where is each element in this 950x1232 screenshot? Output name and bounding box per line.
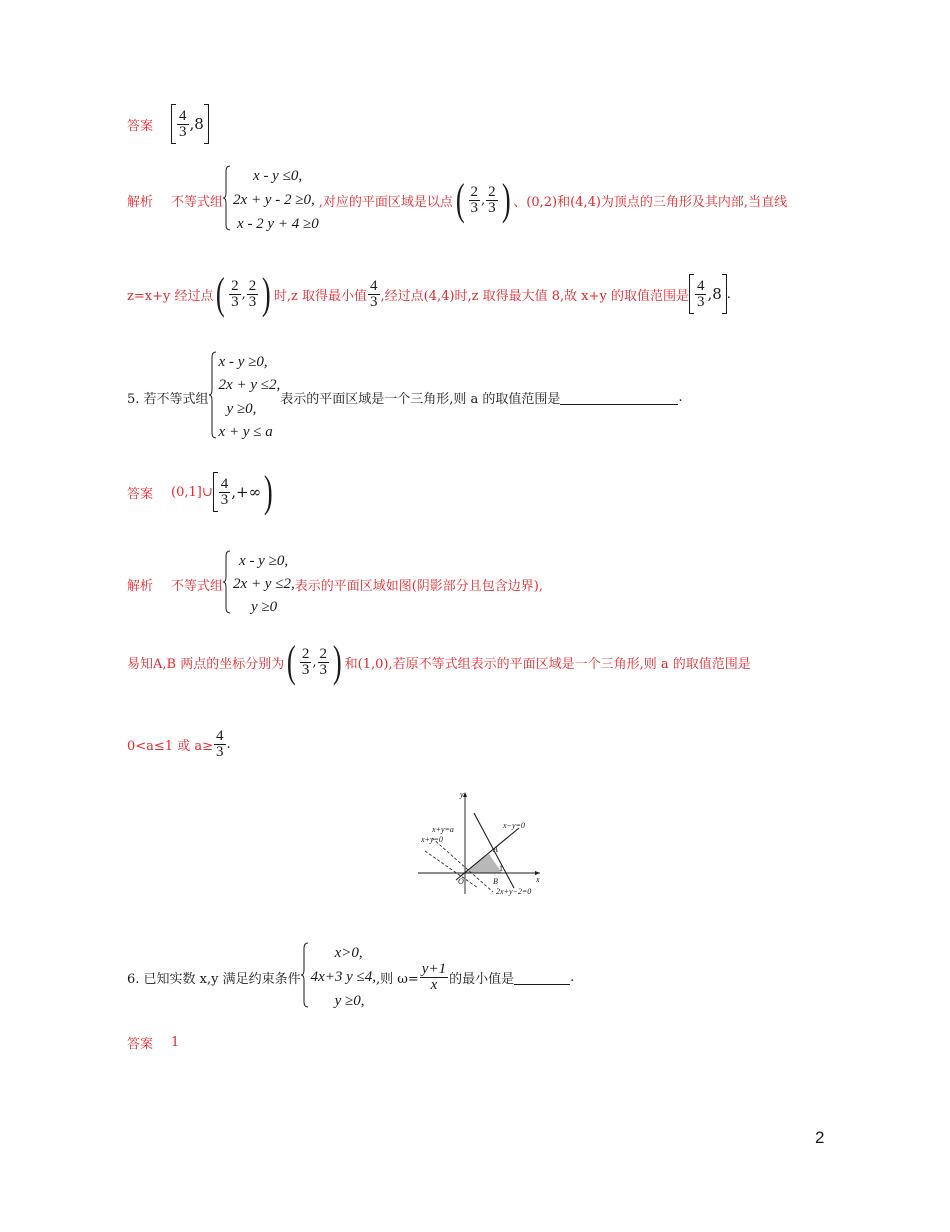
answer-blank — [514, 970, 570, 985]
inequality-system — [223, 165, 319, 235]
text: 、(0,2)和(4,4)为顶点的三角形及其内部,当直线 — [513, 194, 788, 210]
range-upper: ,8 — [189, 115, 204, 133]
text: (0,1]∪ — [171, 484, 213, 500]
answer-line-6 — [127, 1032, 179, 1052]
text: 表示的平面区域如图(阴影部分且包含边界), — [294, 578, 543, 594]
page-number: 2 — [815, 1128, 825, 1147]
line-label: x−y=0 — [503, 821, 525, 830]
text: z=x+y 经过点 — [127, 288, 214, 304]
text: ,经过点(4,4)时,z 取得最大值 8,故 x+y 的取值范围是 — [380, 288, 689, 304]
left-bracket — [171, 104, 176, 144]
point: ( $\frac{2}{3}$ , $\frac{2}{3}$ ) — [455, 175, 511, 224]
system-row: 2x + y - 2 ≥0, — [233, 192, 315, 208]
range: $\frac{4}{3}$ ,+∞ ) — [213, 470, 276, 514]
line-label: x+y=0 — [421, 835, 443, 844]
period: . — [226, 736, 231, 752]
fraction: $\frac{4}{3}$ — [216, 727, 224, 760]
y-label: y — [460, 790, 464, 799]
system-row: x + y ≤ a — [218, 423, 273, 440]
question-6 — [127, 944, 574, 1010]
analysis-line-1 — [127, 166, 787, 234]
answer-label: 答案 — [127, 118, 154, 134]
analysis-label: 解析 — [127, 578, 154, 594]
question-text: 6. 已知实数 x,y 满足约束条件 — [127, 971, 301, 987]
line-label: 2x+y−2=0 — [496, 887, 532, 896]
origin-label: O — [458, 877, 464, 886]
inequality-system — [223, 550, 295, 618]
point-b-label: B — [493, 877, 498, 886]
range: $\frac{4}{3}$ ,8 — [689, 274, 727, 314]
region-figure — [416, 788, 542, 896]
inequality-system — [301, 942, 376, 1012]
answer-label: 答案 — [127, 486, 154, 502]
system-row: 2x + y ≤2, — [233, 576, 295, 592]
answer-blank — [560, 390, 678, 405]
system-row: x - y ≥0, — [218, 354, 268, 370]
tick-one-label: 1 — [499, 864, 503, 873]
question-text: 的最小值是 — [449, 971, 515, 987]
question-5 — [127, 352, 683, 442]
text: ,对应的平面区域是以点 — [318, 194, 453, 210]
answer-range — [171, 104, 209, 144]
text: 和(1,0),若原不等式组表示的平面区域是一个三角形,则 a 的取值范围是 — [344, 656, 751, 672]
period: . — [726, 286, 731, 302]
shaded-region — [463, 854, 502, 873]
right-bracket — [204, 104, 209, 144]
answer-label: 答案 — [127, 1036, 154, 1052]
system-row: y ≥0 — [251, 599, 278, 615]
line-label: x+y=a — [432, 825, 454, 834]
system-row: x>0, — [334, 945, 363, 961]
answer-line-1 — [127, 104, 209, 144]
period: . — [570, 969, 575, 985]
brace — [223, 165, 230, 235]
system-row: 2x + y ≤2, — [218, 377, 281, 394]
question-text: 表示的平面区域是一个三角形,则 a 的取值范围是 — [280, 391, 561, 407]
analysis-line-5-2 — [127, 638, 751, 686]
answer-line-5 — [127, 467, 276, 516]
text: 0<a≤1 或 a≥ — [127, 738, 213, 754]
system-row: y ≥0, — [334, 993, 365, 1009]
period: . — [678, 389, 683, 405]
inequality-system — [209, 351, 281, 443]
text: 不等式组 — [171, 578, 224, 594]
system-row: x - 2 y + 4 ≥0 — [237, 216, 319, 232]
system-row: x - y ≥0, — [239, 553, 289, 569]
analysis-line-5-3 — [127, 724, 231, 764]
point: ( $\frac{2}{3}$ , $\frac{2}{3}$ ) — [216, 269, 271, 318]
point-a-label: A — [493, 845, 498, 854]
point: ( $\frac{2}{3}$ , $\frac{2}{3}$ ) — [287, 637, 342, 686]
question-text: ,则 ω= — [376, 971, 419, 987]
system-row: y ≥0, — [226, 400, 257, 417]
system-row: 4x+3 y ≤4, — [310, 969, 377, 985]
text: 易知A,B 两点的坐标分别为 — [127, 656, 285, 672]
question-text: 5. 若不等式组 — [127, 391, 209, 407]
analysis-label: 解析 — [127, 194, 154, 210]
answer-value: 1 — [171, 1034, 180, 1050]
system-row: x - y ≤0, — [253, 168, 303, 184]
text: 不等式组 — [171, 194, 224, 210]
fraction: $\frac{y+1}{x}$ — [421, 960, 447, 993]
text: 时,z 取得最小值 — [273, 288, 368, 304]
fraction: $\frac{4}{3}$ — [370, 277, 378, 310]
x-label: x — [536, 875, 540, 884]
analysis-line-5-1 — [127, 552, 543, 616]
fraction: $\frac{4}{3}$ — [179, 107, 187, 140]
analysis-line-2 — [127, 270, 731, 318]
